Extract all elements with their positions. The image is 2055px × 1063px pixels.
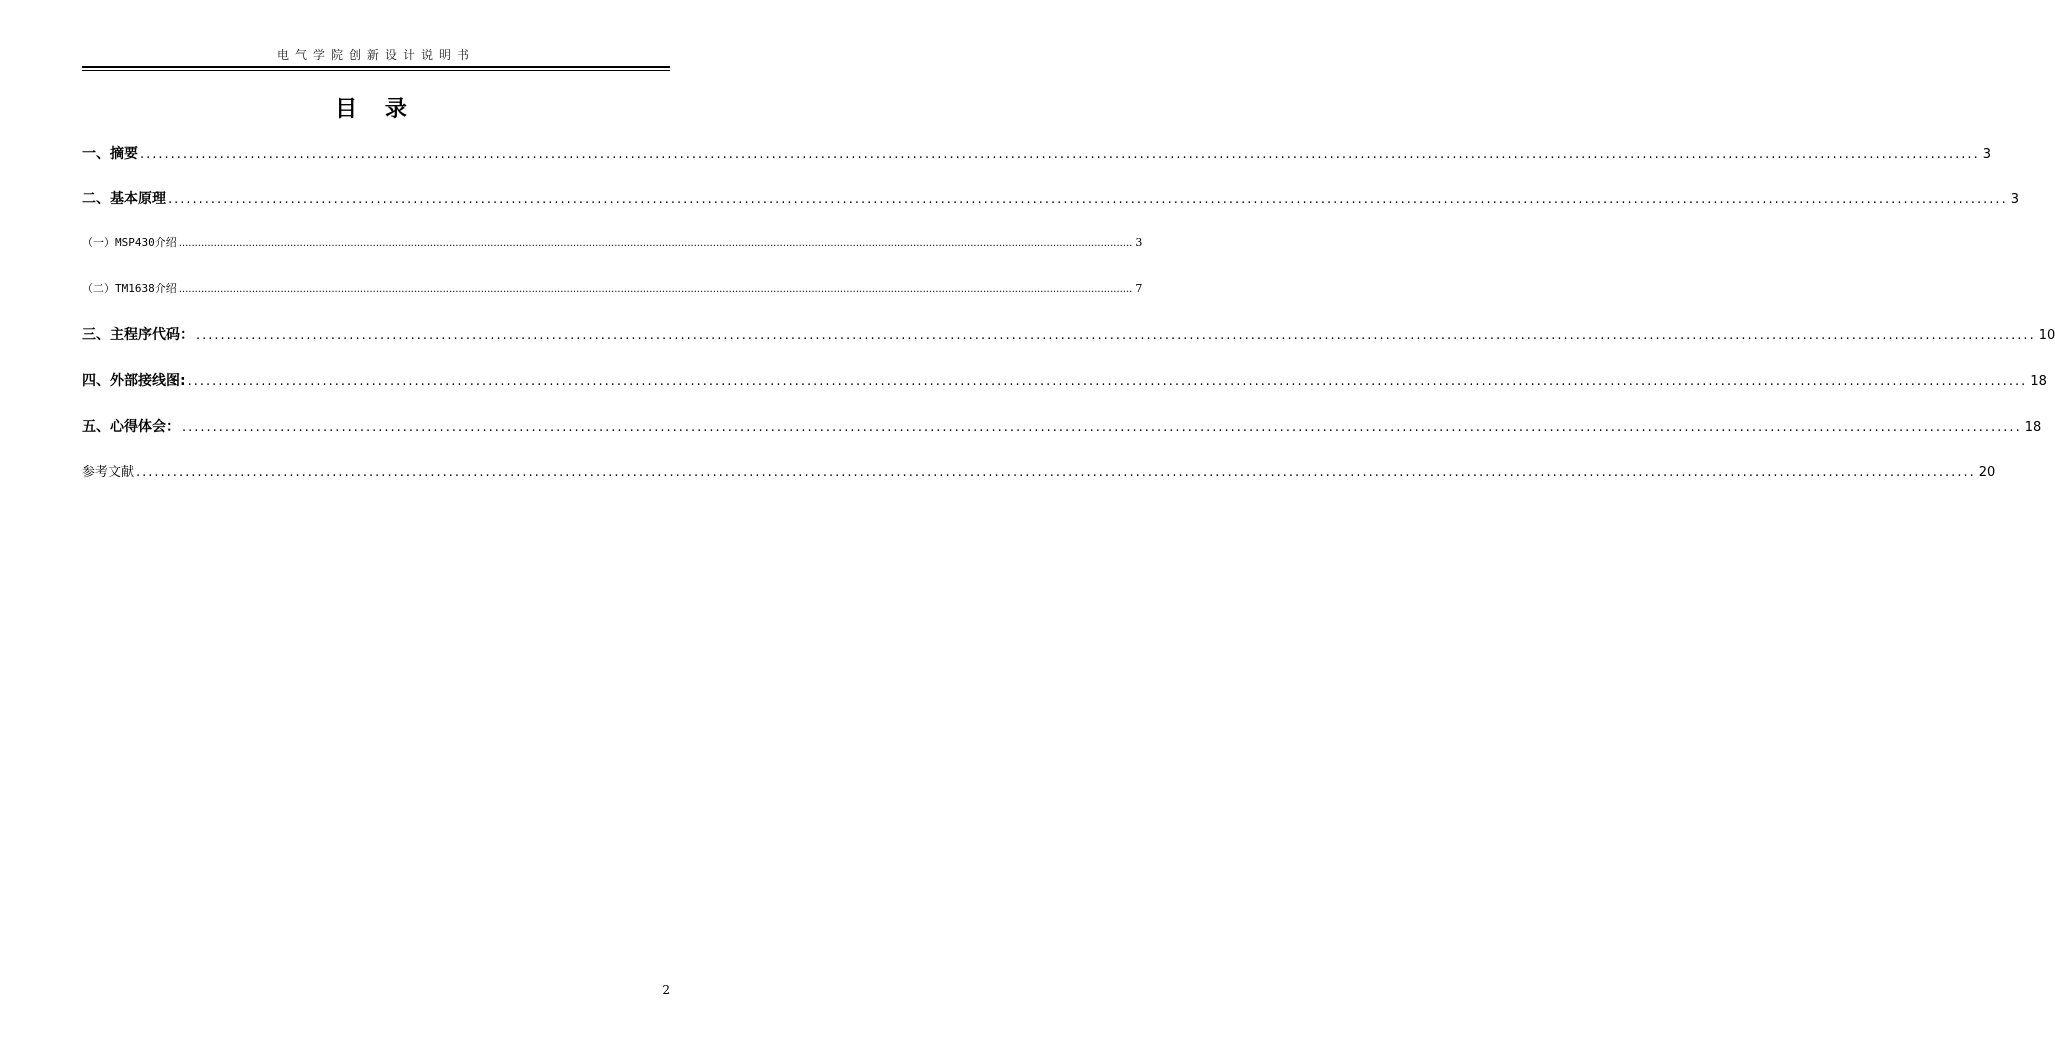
toc-entry-page: 3 <box>1135 236 1143 249</box>
header-rule-thin <box>82 70 670 71</box>
toc-leader-dots: ............................................................................................................................................................................................................................................................................................................ <box>168 192 2008 207</box>
toc-entry-page: 7 <box>1135 282 1143 295</box>
toc-leader-dots: ............................................................................................................................................................................................................................................................................................................ <box>196 328 2036 343</box>
toc-entry-msp430[interactable] <box>82 234 1143 254</box>
toc-entry-page: 18 <box>2030 374 2047 389</box>
toc-entry-reflections[interactable] <box>82 416 2042 436</box>
toc-entry-label: （一）MSP430介绍 <box>82 236 177 249</box>
toc-entry-label: 四、外部接线图: <box>82 373 186 389</box>
toc-entry-label: 参考文献 <box>82 465 135 480</box>
toc-entry-tm1638[interactable] <box>82 280 1143 300</box>
toc-entry-page: 3 <box>2010 192 2019 207</box>
toc-leader-dots: ............................................................................................................................................................................................................................................................................................................ <box>178 238 1133 249</box>
toc-leader-dots: ............................................................................................................................................................................................................................................................................................................ <box>187 374 2028 389</box>
toc-entry-page: 10 <box>2038 328 2055 343</box>
toc-entry-page: 18 <box>2024 420 2042 435</box>
toc-leader-dots: ............................................................................................................................................................................................................................................................................................................ <box>136 465 1976 480</box>
header-rule-thick <box>82 66 670 68</box>
toc-entry-label: （二）TM1638介绍 <box>82 282 177 295</box>
toc-entry-abstract[interactable] <box>82 143 1991 163</box>
page-header: 电气学院创新设计说明书 <box>276 48 475 62</box>
toc-entry-page: 3 <box>1982 147 1991 162</box>
toc-entry-principles[interactable] <box>82 188 2019 208</box>
toc-leader-dots: ............................................................................................................................................................................................................................................................................................................ <box>140 147 1980 162</box>
toc-entry-page: 20 <box>1978 465 1996 480</box>
page-number: 2 <box>662 983 670 997</box>
toc-title: 目 录 <box>335 97 417 122</box>
toc-entry-wiring[interactable] <box>82 370 2047 390</box>
toc-leader-dots: ............................................................................................................................................................................................................................................................................................................ <box>178 284 1133 295</box>
toc-entry-references[interactable] <box>82 461 1996 481</box>
toc-entry-label: 一、摘要 <box>82 146 138 162</box>
toc-entry-label: 二、基本原理 <box>82 191 166 207</box>
toc-leader-dots: ............................................................................................................................................................................................................................................................................................................ <box>182 420 2022 435</box>
toc-entry-main-code[interactable] <box>82 324 2055 344</box>
toc-entry-label: 五、心得体会： <box>82 419 180 435</box>
toc-entry-label: 三、主程序代码： <box>82 327 194 343</box>
